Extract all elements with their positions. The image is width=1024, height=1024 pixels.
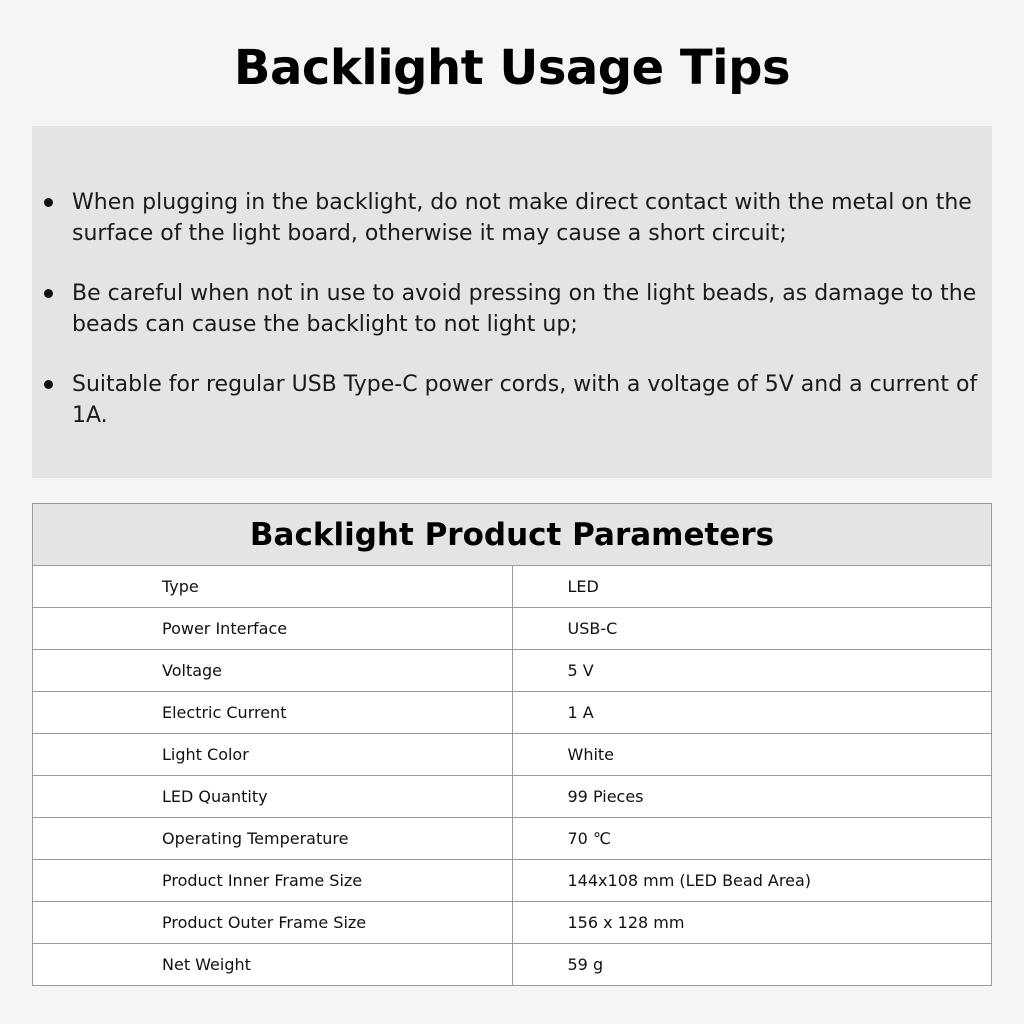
tip-item — [72, 369, 984, 431]
param-name: Operating Temperature — [33, 818, 513, 860]
tip-item — [72, 187, 984, 249]
bullet-icon — [44, 380, 53, 389]
tip-text: Be careful when not in use to avoid pressing on the light beads, as damage to the beads can cause the backlight to not light up; — [72, 281, 977, 337]
tip-text: Suitable for regular USB Type-C power cords, with a voltage of 5V and a current of 1A. — [72, 372, 978, 428]
table-row — [33, 860, 992, 902]
parameters-table — [32, 503, 992, 986]
param-name: Type — [33, 566, 513, 608]
table-row — [33, 650, 992, 692]
param-name: LED Quantity — [33, 776, 513, 818]
tip-text: When plugging in the backlight, do not make direct contact with the metal on the surface of the light board, otherwise it may cause a short circuit; — [72, 190, 972, 246]
table-row — [33, 566, 992, 608]
param-name: Light Color — [33, 734, 513, 776]
table-row — [33, 902, 992, 944]
param-value: USB-C — [512, 608, 992, 650]
usage-tips-panel — [32, 126, 992, 478]
param-name: Product Outer Frame Size — [33, 902, 513, 944]
param-value: 70 ℃ — [512, 818, 992, 860]
param-value: LED — [512, 566, 992, 608]
table-row — [33, 608, 992, 650]
param-value: 5 V — [512, 650, 992, 692]
param-value: 156 x 128 mm — [512, 902, 992, 944]
param-value: 99 Pieces — [512, 776, 992, 818]
table-row — [33, 734, 992, 776]
param-name: Voltage — [33, 650, 513, 692]
parameters-table-title: Backlight Product Parameters — [33, 504, 992, 566]
param-value: 59 g — [512, 944, 992, 986]
page-title: Backlight Usage Tips — [233, 40, 791, 96]
bullet-icon — [44, 198, 53, 207]
param-value: White — [512, 734, 992, 776]
param-value: 1 A — [512, 692, 992, 734]
table-row — [33, 776, 992, 818]
table-row — [33, 944, 992, 986]
table-row — [33, 692, 992, 734]
param-value: 144x108 mm (LED Bead Area) — [512, 860, 992, 902]
param-name: Power Interface — [33, 608, 513, 650]
param-name: Net Weight — [33, 944, 513, 986]
tip-item — [72, 278, 984, 340]
table-row — [33, 818, 992, 860]
bullet-icon — [44, 289, 53, 298]
param-name: Product Inner Frame Size — [33, 860, 513, 902]
param-name: Electric Current — [33, 692, 513, 734]
